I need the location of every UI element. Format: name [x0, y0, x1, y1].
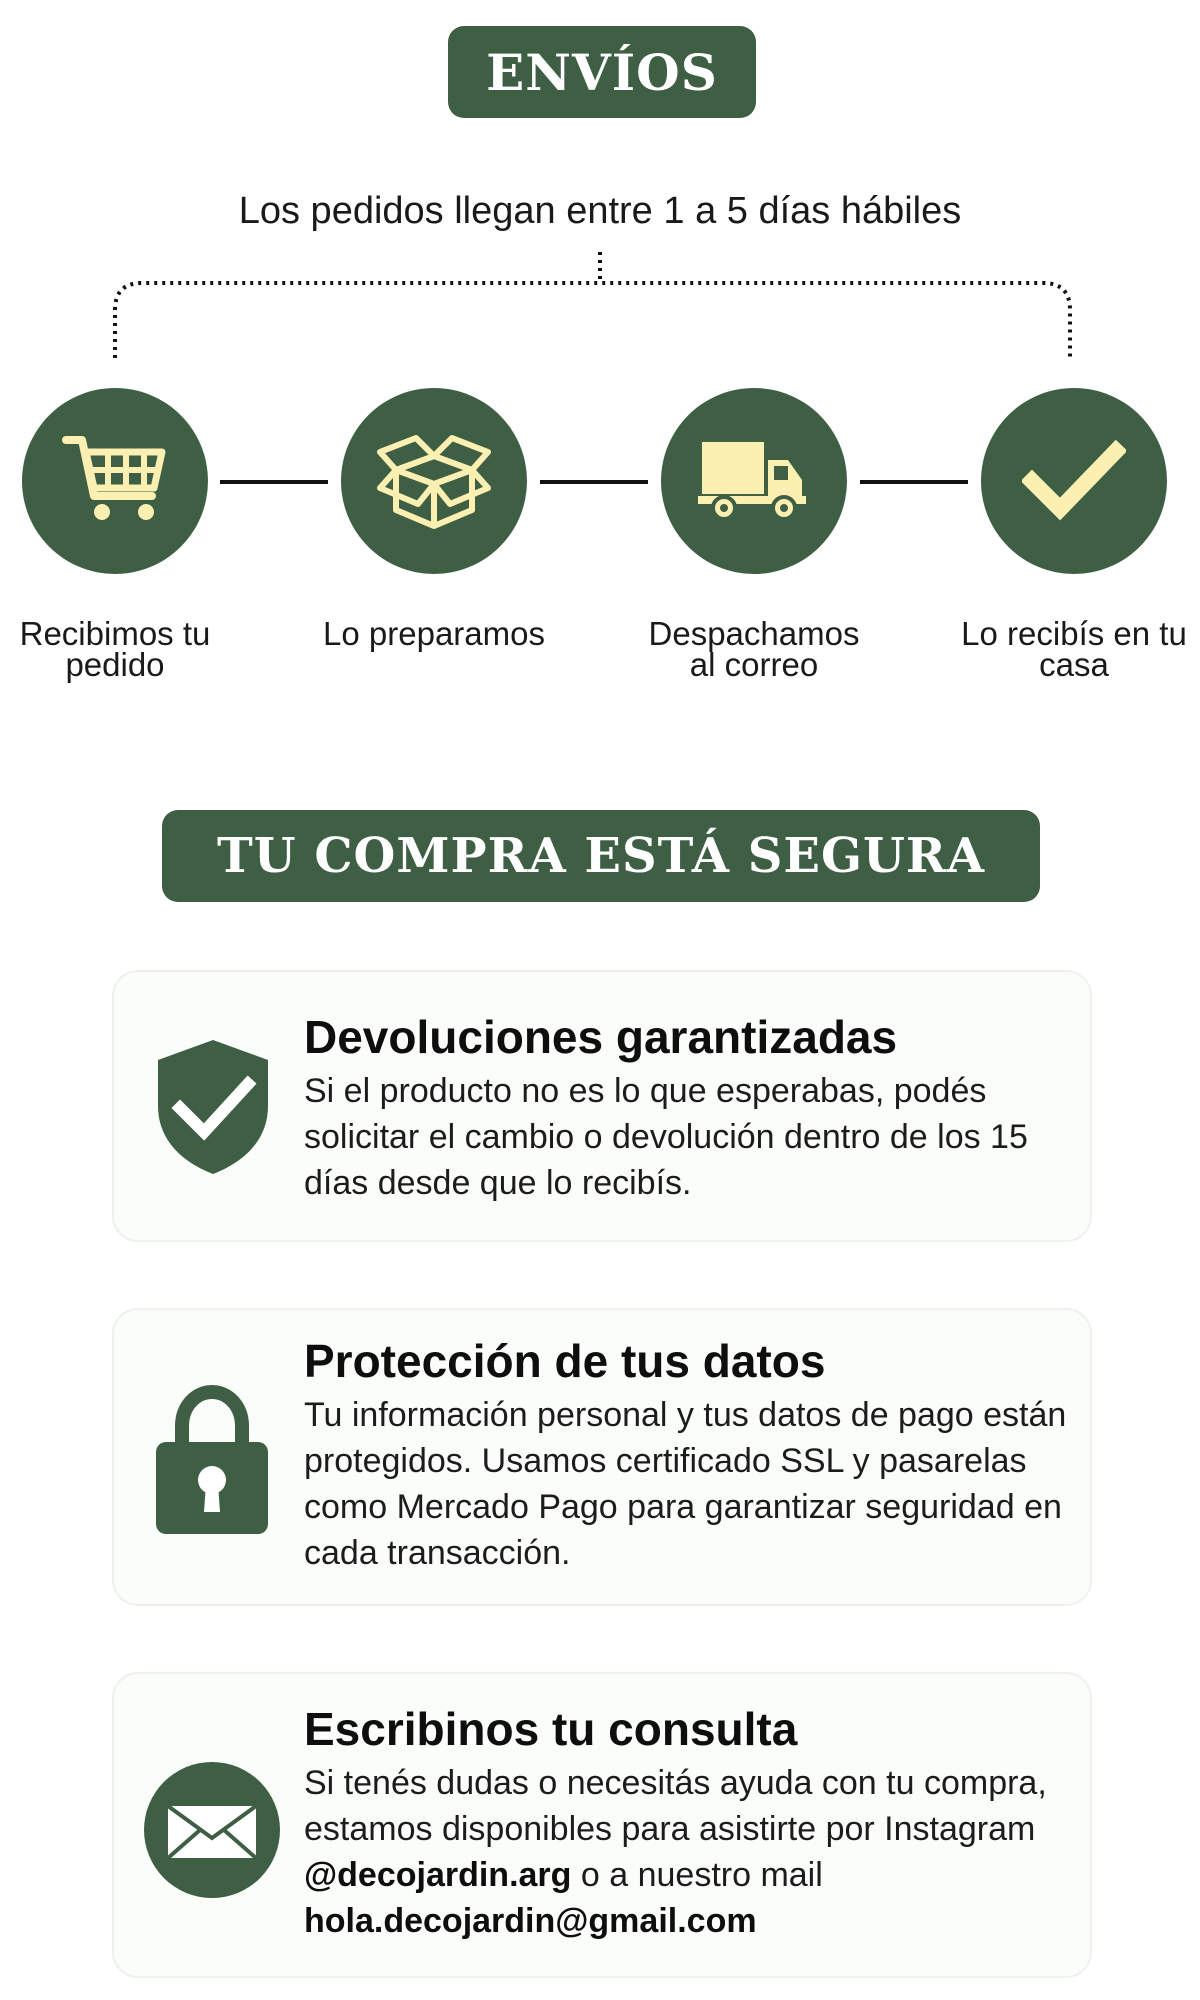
delivery-truck-icon	[698, 438, 810, 524]
envios-title: ENVÍOS	[486, 42, 718, 102]
secure-purchase-title: TU COMPRA ESTÁ SEGURA	[217, 828, 985, 884]
timeline-connector	[540, 480, 648, 484]
envelope-icon	[144, 1762, 280, 1898]
timeline-connector	[220, 480, 328, 484]
step-preparing	[341, 388, 527, 574]
data-protection-card	[112, 1308, 1092, 1606]
delivery-time-note: Los pedidos llegan entre 1 a 5 días hábiles	[238, 190, 962, 232]
contact-text: Si tenés dudas o necesitás ayuda con tu compra, estamos disponibles para asistirte por Instagram @decojardin.arg o a nuestro mail hola.decojardin@gmail.com	[304, 1764, 1047, 1940]
returns-guarantee-text: Si el producto no es lo que esperabas, podés solicitar el cambio o devolución dentro de los 15 días desde que lo recibís.	[304, 1072, 1028, 1202]
open-box-icon	[372, 426, 496, 536]
step-label-delivered: Lo recibís en tu casa	[961, 615, 1187, 683]
padlock-icon	[156, 1384, 268, 1534]
shopping-cart-icon	[60, 426, 170, 536]
shield-check-icon	[156, 1038, 270, 1176]
timeline-connector	[860, 480, 968, 484]
step-order-received	[22, 388, 208, 574]
step-shipped	[661, 388, 847, 574]
step-label-order-received: Recibimos tu pedido	[19, 615, 211, 683]
returns-guarantee-title: Devoluciones garantizadas	[304, 1011, 898, 1063]
checkmark-icon	[1022, 439, 1126, 523]
instagram-handle-link[interactable]: @decojardin.arg	[304, 1856, 572, 1894]
data-protection-text: Tu información personal y tus datos de pago están protegidos. Usamos certificado SSL y pasarelas como Mercado Pago para garantizar seguridad en cada transacción.	[304, 1396, 1067, 1572]
contact-card	[112, 1672, 1092, 1978]
returns-guarantee-card	[112, 970, 1092, 1242]
email-link[interactable]: hola.decojardin@gmail.com	[304, 1902, 757, 1940]
step-label-shipped: Despachamos al correo	[648, 615, 860, 683]
step-delivered	[981, 388, 1167, 574]
envios-title-badge	[448, 26, 756, 118]
contact-title: Escribinos tu consulta	[304, 1703, 798, 1755]
data-protection-title: Protección de tus datos	[304, 1335, 826, 1387]
step-label-preparing: Lo preparamos	[323, 615, 545, 652]
secure-purchase-title-badge	[162, 810, 1040, 902]
timeline-bracket	[0, 250, 1200, 360]
